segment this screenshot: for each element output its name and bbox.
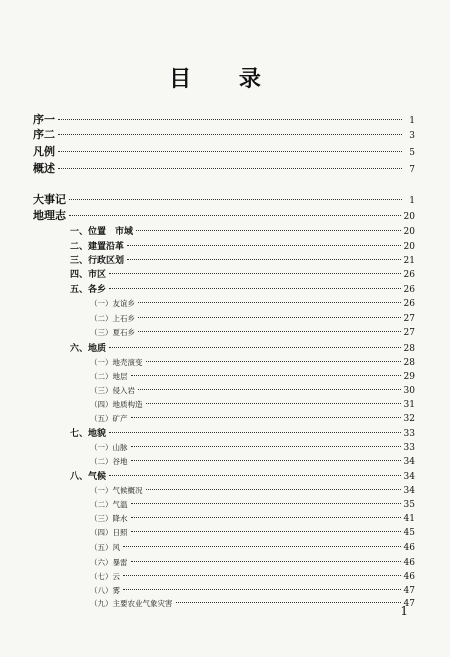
toc-entry-page: 34 (403, 457, 415, 467)
toc-entry-label: 一、位置 市域 (70, 227, 134, 237)
toc-entry-label: 五、各乡 (70, 285, 107, 295)
toc-entry-label: （四）日照 (90, 528, 128, 537)
toc-entry (70, 284, 415, 296)
dot-leader (109, 475, 401, 476)
dot-leader (131, 503, 401, 504)
toc-entry (70, 269, 415, 281)
toc-entry (70, 255, 415, 267)
dot-leader (58, 151, 402, 152)
dot-leader (109, 273, 401, 274)
dot-leader (138, 389, 401, 390)
toc-entry-page: 3 (409, 131, 415, 141)
toc-entry-page: 41 (403, 514, 415, 524)
toc-entry-label: （二）气温 (90, 500, 128, 509)
dot-leader (136, 230, 401, 231)
toc-entry-page: 20 (403, 212, 415, 222)
toc-entry-page: 33 (403, 443, 415, 453)
toc-entry (90, 298, 415, 310)
toc-entry-label: （一）友谊乡 (90, 299, 135, 308)
toc-entry-label: （五）风 (90, 543, 120, 552)
toc-entry (90, 357, 415, 369)
dot-leader (138, 302, 401, 303)
dot-leader (131, 446, 401, 447)
toc-entry-page: 27 (403, 328, 415, 338)
toc-entry-page: 47 (403, 599, 415, 609)
toc-entry-label: （二）地层 (90, 372, 128, 381)
toc-entry-page: 21 (403, 256, 415, 266)
toc-entry (90, 499, 415, 511)
toc-entry-page: 27 (403, 314, 415, 324)
dot-leader (123, 589, 401, 590)
toc-entry-label: 序一 (33, 113, 55, 126)
toc-entry (70, 343, 415, 355)
toc-entry (33, 163, 415, 176)
dot-leader (58, 134, 402, 135)
toc-entry-label: （一）气候概况 (90, 486, 143, 495)
toc-entry-page: 26 (403, 270, 415, 280)
toc-entry-label: 凡例 (33, 145, 55, 158)
dot-leader (109, 432, 401, 433)
toc-entry-label: 八、气候 (70, 472, 107, 482)
toc-entry (33, 210, 415, 223)
toc-entry-page: 31 (403, 400, 415, 410)
toc-entry (70, 226, 415, 238)
dot-leader (123, 546, 401, 547)
toc-entry (70, 428, 415, 440)
toc-entry-page: 47 (403, 586, 415, 596)
toc-entry-label: 六、地质 (70, 344, 107, 354)
toc-entry-page: 1 (409, 116, 415, 126)
toc-entry-page: 20 (403, 242, 415, 252)
toc-entry (90, 527, 415, 539)
dot-leader (123, 575, 401, 576)
dot-leader (131, 517, 401, 518)
toc-entry-label: （八）雾 (90, 586, 120, 595)
toc-entry-page: 30 (403, 386, 415, 396)
toc-entry-page: 26 (403, 299, 415, 309)
toc-entry-page: 26 (403, 285, 415, 295)
toc-entry-label: （二）上石乡 (90, 314, 135, 323)
toc-entry (90, 371, 415, 383)
dot-leader (138, 317, 401, 318)
toc-entry-page: 45 (403, 528, 415, 538)
toc-entry (90, 585, 415, 597)
toc-entry (90, 513, 415, 525)
dot-leader (58, 168, 402, 169)
toc-entry-page: 5 (409, 148, 415, 158)
toc-entry-label: （三）夏石乡 (90, 328, 135, 337)
toc-entry (33, 194, 415, 207)
toc-entry-label: （三）侵入岩 (90, 386, 135, 395)
dot-leader (176, 602, 401, 603)
page-number: 1 (400, 604, 408, 618)
dot-leader (131, 531, 401, 532)
toc-entry-page: 34 (403, 472, 415, 482)
dot-leader (131, 460, 401, 461)
toc-entry (90, 385, 415, 397)
toc-entry-page: 35 (403, 500, 415, 510)
toc-entry (90, 485, 415, 497)
toc-entry (90, 598, 415, 610)
toc-entry (90, 557, 415, 569)
toc-entry (90, 442, 415, 454)
toc-entry-label: （二）谷地 (90, 457, 128, 466)
dot-leader (109, 288, 401, 289)
toc-entry-label: （四）地质构造 (90, 400, 143, 409)
toc-entry-page: 7 (409, 165, 415, 175)
toc-entry-page: 28 (403, 344, 415, 354)
toc-entry-label: （三）降水 (90, 514, 128, 523)
toc-entry-label: （一）山脉 (90, 443, 128, 452)
toc-entry-page: 28 (403, 358, 415, 368)
toc-entry (90, 542, 415, 554)
dot-leader (109, 347, 401, 348)
toc-entry (70, 241, 415, 253)
toc-entry-label: 七、地貌 (70, 429, 107, 439)
dot-leader (131, 561, 401, 562)
dot-leader (127, 259, 401, 260)
toc-entry-page: 32 (403, 414, 415, 424)
toc-entry-page: 29 (403, 372, 415, 382)
toc-entry (33, 114, 415, 127)
page-title: 目 录 (169, 67, 281, 92)
toc-entry-page: 1 (409, 196, 415, 206)
toc-entry-label: （五）矿产 (90, 414, 128, 423)
toc-entry-page: 46 (403, 543, 415, 553)
toc-entry-label: （一）地壳演变 (90, 358, 143, 367)
dot-leader (131, 417, 401, 418)
dot-leader (69, 215, 401, 216)
toc-entry (90, 313, 415, 325)
toc-entry-label: 地理志 (33, 209, 66, 222)
toc-entry-page: 34 (403, 486, 415, 496)
toc-entry-page: 46 (403, 572, 415, 582)
toc-entry-page: 33 (403, 429, 415, 439)
dot-leader (131, 375, 401, 376)
toc-entry (90, 327, 415, 339)
dot-leader (138, 331, 401, 332)
toc-entry (33, 146, 415, 159)
toc-entry-label: 二、建置沿革 (70, 242, 125, 252)
dot-leader (127, 245, 401, 246)
toc-entry (70, 471, 415, 483)
toc-entry (90, 413, 415, 425)
dot-leader (58, 119, 402, 120)
toc-entry (90, 456, 415, 468)
toc-entry-page: 20 (403, 227, 415, 237)
toc-entry-label: 四、市区 (70, 270, 107, 280)
toc-entry-label: （九）主要农业气象灾害 (90, 599, 173, 608)
dot-leader (146, 489, 401, 490)
toc-entry-label: 大事记 (33, 193, 66, 206)
toc-entry-label: 序二 (33, 128, 55, 141)
dot-leader (146, 361, 401, 362)
toc-entry-label: （七）云 (90, 572, 120, 581)
toc-entry-label: （六）暴雷 (90, 558, 128, 567)
dot-leader (69, 199, 402, 200)
toc-entry-page: 46 (403, 558, 415, 568)
dot-leader (146, 403, 401, 404)
toc-entry (90, 571, 415, 583)
toc-entry-label: 概述 (33, 162, 55, 175)
toc-entry (90, 399, 415, 411)
toc-entry-label: 三、行政区划 (70, 256, 125, 266)
toc-entry (33, 129, 415, 142)
